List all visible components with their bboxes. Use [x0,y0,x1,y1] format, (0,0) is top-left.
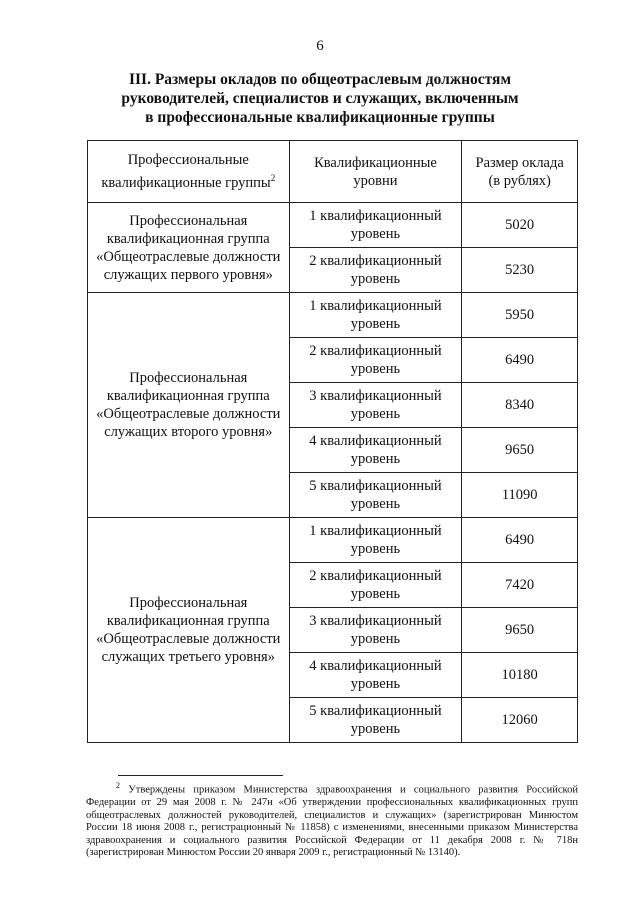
level-cell [289,338,462,383]
salary-cell: 11090 [462,473,578,518]
level-line: уровень [350,451,401,467]
level-line: 1 квалификационный [309,298,442,314]
level-cell [289,518,462,563]
section-title-line: III. Размеры окладов по общеотраслевым должностям [128,71,512,88]
level-line: 3 квалификационный [309,613,442,629]
level-line: 1 квалификационный [309,523,442,539]
level-line: уровень [350,226,401,242]
level-cell [289,428,462,473]
group-name-line: служащих третьего уровня» [101,649,275,665]
level-line: уровень [350,586,401,602]
level-line: уровень [350,496,401,512]
level-cell [289,608,462,653]
group-name-line: Профессиональная [129,370,248,386]
salary-cell: 6490 [462,518,578,563]
level-cell [289,698,462,743]
level-line: уровень [350,406,401,422]
footnote-mark: 2 [116,781,120,790]
footnote-divider [118,775,283,776]
footnote [86,780,578,860]
salary-cell: 8340 [462,383,578,428]
section-title-line: в профессиональные квалификационные группы [145,109,495,126]
level-cell [289,653,462,698]
salary-cell: 6490 [462,338,578,383]
level-line: 5 квалификационный [309,703,442,719]
group-name-line: служащих первого уровня» [103,266,273,283]
level-line: уровень [350,631,401,647]
level-line: 4 квалификационный [309,658,442,674]
table-row [88,518,578,563]
salary-cell: 7420 [462,563,578,608]
header-salary: Размер оклада (в рублях) [462,141,578,203]
level-cell [289,248,462,293]
footnote-ref: 2 [270,173,276,184]
level-line: 5 квалификационный [309,478,442,494]
level-line: 2 квалификационный [309,568,442,584]
page-number: 6 [316,38,324,54]
section-title [0,70,640,127]
salary-cell: 5020 [462,203,578,248]
group-name-cell [88,293,290,518]
group-name-line: «Общеотраслевые должности [96,406,281,422]
footnote-text: Утверждены приказом Министерства здравоохранения и социального развития Российской Федерации от 29 мая 2008 г. № 247н «Об утверждении профессиональных квалификационных групп общеотраслевых должностей руководителей, специалистов и служащих» (зарегистрирован Минюстом России 18 июня 2008 г., регистрационный № 11858) с изменениями, внесенными приказом Министерства здравоохранения и социального развития Российской Федерации от 11 декабря 2008 г. № 718н (зарегистрирован Минюстом России 20 января 2009 г., регистрационный № 13140). [86,784,578,858]
salary-cell: 10180 [462,653,578,698]
level-line: 2 квалификационный [309,253,442,269]
group-name-line: квалификационная группа [106,230,270,247]
salary-cell: 9650 [462,608,578,653]
group-name-cell [88,518,290,743]
level-cell [289,563,462,608]
table-row [88,293,578,338]
level-cell [289,203,462,248]
group-name-line: «Общеотраслевые должности [96,248,281,265]
level-line: уровень [350,316,401,332]
level-cell [289,293,462,338]
section-title-line: руководителей, специалистов и служащих, включенным [121,90,519,107]
level-line: 4 квалификационный [309,433,442,449]
level-line: уровень [350,541,401,557]
salary-cell: 9650 [462,428,578,473]
group-name-line: Профессиональная [129,212,248,229]
table-row [88,203,578,248]
level-line: уровень [350,721,401,737]
salary-cell: 5950 [462,293,578,338]
group-name-line: квалификационная группа [106,388,270,404]
header-group: Профессиональные квалификационные группы$^2$ [88,141,290,203]
header-level: Квалификационные уровни [289,141,462,203]
salary-cell: 12060 [462,698,578,743]
level-cell [289,473,462,518]
level-line: уровень [350,676,401,692]
group-name-cell [88,203,290,293]
table-header-row [88,141,578,203]
salary-table [87,140,578,743]
level-line: 1 квалификационный [309,208,442,224]
group-name-line: Профессиональная [129,595,248,611]
salary-cell: 5230 [462,248,578,293]
level-cell [289,383,462,428]
group-name-line: квалификационная группа [106,613,270,629]
group-name-line: служащих второго уровня» [104,424,273,440]
level-line: 3 квалификационный [309,388,442,404]
level-line: уровень [350,271,401,287]
level-line: уровень [350,361,401,377]
level-line: 2 квалификационный [309,343,442,359]
group-name-line: «Общеотраслевые должности [96,631,281,647]
